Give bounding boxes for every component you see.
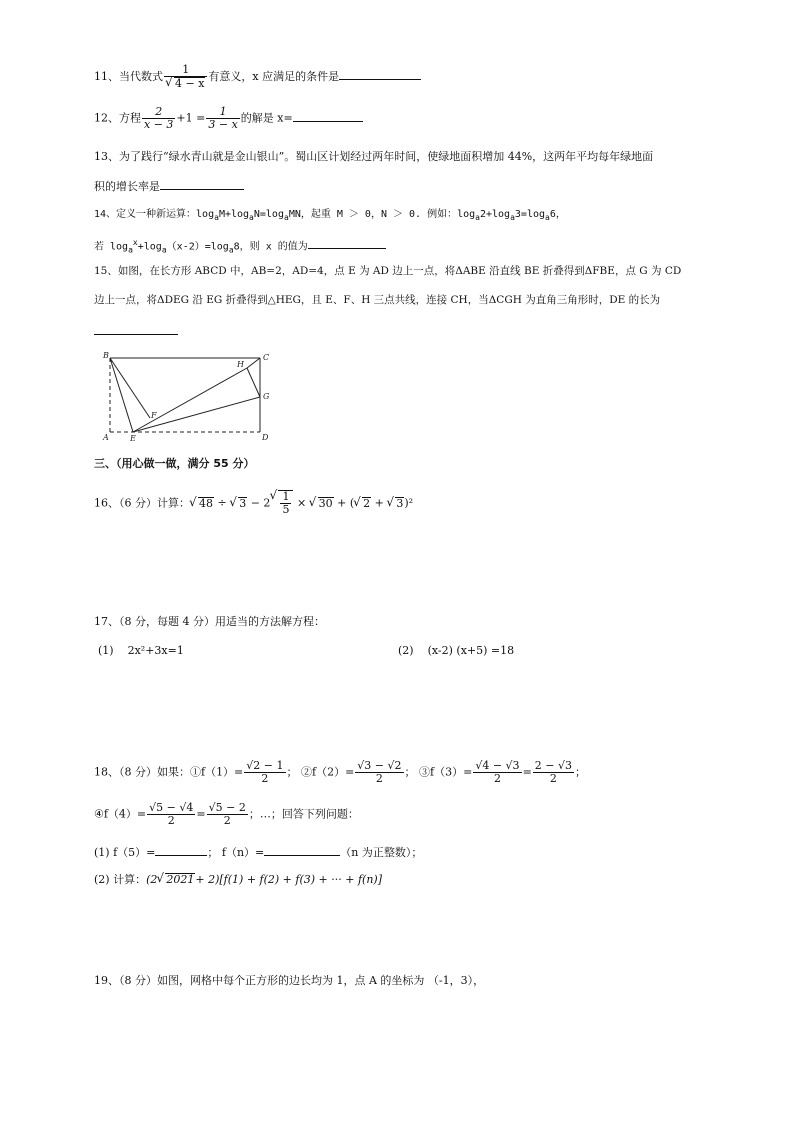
q17-p1-expr: 2x²+3x=1 [127, 644, 184, 657]
question-18-line4 [94, 873, 382, 887]
q17-p2-label: (2) [398, 644, 414, 657]
q12-den1: x − 3 [144, 118, 174, 131]
q18-f3-num: √4 − √3 [475, 759, 520, 772]
q17-p2-expr: (x-2) (x+5) =18 [427, 644, 515, 657]
q18-f3b-den: 2 [533, 772, 574, 785]
q16-times: × [296, 496, 307, 510]
q14-sub: a [214, 213, 219, 222]
q14-line2-c: （x-2）=log [166, 241, 229, 253]
q18-f3b [533, 760, 574, 785]
q14-sub: a [249, 213, 254, 222]
label-b: B [103, 351, 109, 360]
q14-line2-a: 若 log [94, 241, 129, 253]
question-12 [94, 106, 363, 131]
q16-sqrt-2: √ 2 [362, 497, 371, 510]
q18-l3-a: (1) f（5）= [94, 846, 156, 859]
q11-fraction [164, 64, 207, 90]
label-h: H [237, 360, 244, 369]
label-a: A [103, 433, 109, 442]
q16-frac-den: 5 [282, 503, 290, 516]
q11-num: 1 [182, 63, 190, 76]
q18-f4 [147, 802, 195, 827]
q16-minus: − 2 [250, 496, 271, 510]
q18-f4b-num: √5 − 2 [208, 801, 246, 814]
q14-sub: a [128, 245, 133, 255]
q16-sqrt-frac [278, 490, 293, 516]
q18-l1-prefix: 18、（8 分）如果：①f（1）= [94, 765, 244, 779]
question-14-line1 [94, 208, 566, 225]
segment-eh [133, 368, 247, 432]
q16-sqrt-48: √ 48 [198, 497, 214, 510]
q14-sub: a [228, 245, 234, 255]
q16-sqrt-3: √ 3 [238, 497, 247, 510]
q18-eq3: = [522, 765, 532, 779]
q18-l2-prefix: ④f（4）= [94, 807, 147, 821]
q18-l2-suffix: ；…；回答下列问题： [248, 807, 359, 821]
q18-f2-den: 2 [355, 772, 403, 785]
q18-l4-expr-2: + 2)[f(1) + f(2) + f(3) + ··· + f(n)] [195, 873, 382, 886]
q12-num2: 1 [219, 105, 227, 118]
q18-f4b [207, 802, 248, 827]
q16-sqrt-3b: √ 3 [395, 497, 404, 510]
question-13-line1: 13、为了践行“绿水青山就是金山银山”。蜀山区计划经过两年时间，使绿地面积增加 44%，这两年平均每年绿地面 [94, 150, 654, 163]
q18-f4-den: 2 [147, 814, 195, 827]
q14-answer-blank[interactable] [308, 236, 386, 249]
question-18-line3 [94, 843, 422, 860]
q14-text-a: 14、定义一种新运算：log [94, 209, 215, 220]
q18-sep2: ； ③f（3）= [404, 765, 473, 779]
q18-f5-blank[interactable] [155, 843, 207, 856]
q13-answer-blank[interactable] [160, 177, 244, 190]
q14-sub: a [545, 213, 550, 222]
question-15-line3 [94, 322, 178, 339]
segment-hg [247, 368, 260, 397]
q11-den: √ 4 − x [174, 77, 205, 90]
q14-sub: a [283, 213, 289, 222]
q12-suffix: 的解是 x= [240, 111, 293, 125]
q12-den2: 3 − x [208, 118, 238, 131]
q18-f1-num: √2 − 1 [246, 759, 284, 772]
q15-answer-blank[interactable] [94, 322, 178, 335]
q18-f3b-num: 2 − √3 [534, 759, 572, 772]
q17-p1-label: (1) [98, 644, 114, 657]
q14-line2-b: +log [137, 241, 162, 253]
q18-f4-num: √5 − √4 [149, 801, 194, 814]
q18-f2-num: √3 − √2 [357, 759, 402, 772]
q18-l3-c: （n 为正整数）； [340, 846, 423, 859]
question-11 [94, 64, 421, 90]
q14-sub: a [161, 245, 167, 255]
q14-sup: x [132, 238, 138, 247]
question-15-line1: 15、如图，在长方形 ABCD 中，AB=2，AD=4，点 E 为 AD 边上一点，将ΔABE 沿直线 BE 折叠得到ΔFBE，点 G 为 CD [94, 265, 682, 277]
q16-frac-num: √ 1 [282, 490, 290, 503]
q14-text-g: 6， [549, 209, 566, 220]
question-18-line2 [94, 802, 359, 827]
q14-text-e: 2+log [479, 209, 511, 220]
label-c: C [263, 353, 270, 362]
q12-mid: +1 = [176, 111, 206, 125]
question-15-line2: 边上一点，将ΔDEG 沿 EG 折叠得到△HEG，且 E、F、H 三点共线，连接 CH，当ΔCGH 为直角三角形时，DE 的长为 [94, 294, 661, 306]
question-17-title: 17、（8 分，每题 4 分）用适当的方法解方程： [94, 615, 325, 628]
label-f: F [151, 411, 157, 420]
q14-line2-d: 8，则 x 的值为 [233, 241, 308, 253]
q18-l4-a: (2) 计算： [94, 873, 147, 886]
q16-sqrt-30: √ 30 [318, 497, 334, 510]
segment-hc [247, 358, 260, 368]
q12-fraction-2 [206, 106, 239, 131]
q18-eq4: = [196, 807, 206, 821]
q16-plus: + ( [337, 496, 355, 510]
q16-close: )² [404, 496, 414, 510]
q14-text-d: MN，起重 M ＞ 0，N ＞ 0. 例如：log [288, 209, 476, 220]
q16-prefix: 16、（6 分）计算： [94, 496, 190, 510]
q18-l4-sqrt-2021: √ 2021 [165, 873, 195, 886]
question-16 [94, 490, 413, 516]
q11-prefix: 11、当代数式 [94, 70, 163, 83]
q13-line2-text: 积的增长率是 [94, 180, 160, 193]
label-d: D [262, 433, 269, 442]
question-17-part1 [98, 644, 184, 658]
label-e: E [130, 434, 136, 443]
rectangle-fold-figure [100, 350, 280, 445]
label-g: G [263, 392, 270, 401]
q18-fn-blank[interactable] [264, 843, 340, 856]
q18-l4-expr-1: (2 [146, 873, 158, 886]
q16-div: ÷ [217, 496, 227, 510]
q12-fraction-1 [142, 106, 175, 131]
q14-text-b: M+log [218, 209, 250, 220]
q18-sep1: ； ②f（2）= [286, 765, 355, 779]
q11-answer-blank[interactable] [339, 67, 421, 80]
q18-f3 [473, 760, 521, 785]
q18-l3-b: ； f（n）= [207, 846, 265, 859]
q14-sub: a [475, 213, 480, 222]
q14-sub: a [510, 213, 515, 222]
q18-f4b-den: 2 [207, 814, 248, 827]
q12-answer-blank[interactable] [293, 109, 363, 122]
question-17-part2 [398, 644, 514, 658]
question-13-line2 [94, 177, 244, 194]
question-19: 19、（8 分）如图，网格中每个正方形的边长均为 1，点 A 的坐标为 （-1，3）， [94, 974, 485, 987]
q18-f3-den: 2 [473, 772, 521, 785]
q14-text-f: 3=log [514, 209, 546, 220]
q18-f1 [244, 760, 285, 785]
q18-f2 [355, 760, 403, 785]
segment-be [110, 358, 133, 432]
q12-num1: 2 [155, 105, 163, 118]
q11-suffix: 有意义，x 应满足的条件是 [208, 70, 340, 83]
q14-text-c: N=log [253, 209, 284, 220]
q16-plus2: + [374, 496, 384, 510]
section-3-heading: 三、（用心做一做，满分 55 分） [94, 457, 255, 470]
question-14-line2 [94, 236, 386, 257]
segment-bf [110, 358, 150, 418]
q12-prefix: 12、方程 [94, 111, 141, 125]
q18-end1: ； [575, 765, 586, 779]
question-18-line1 [94, 760, 586, 785]
q18-f1-den: 2 [244, 772, 285, 785]
